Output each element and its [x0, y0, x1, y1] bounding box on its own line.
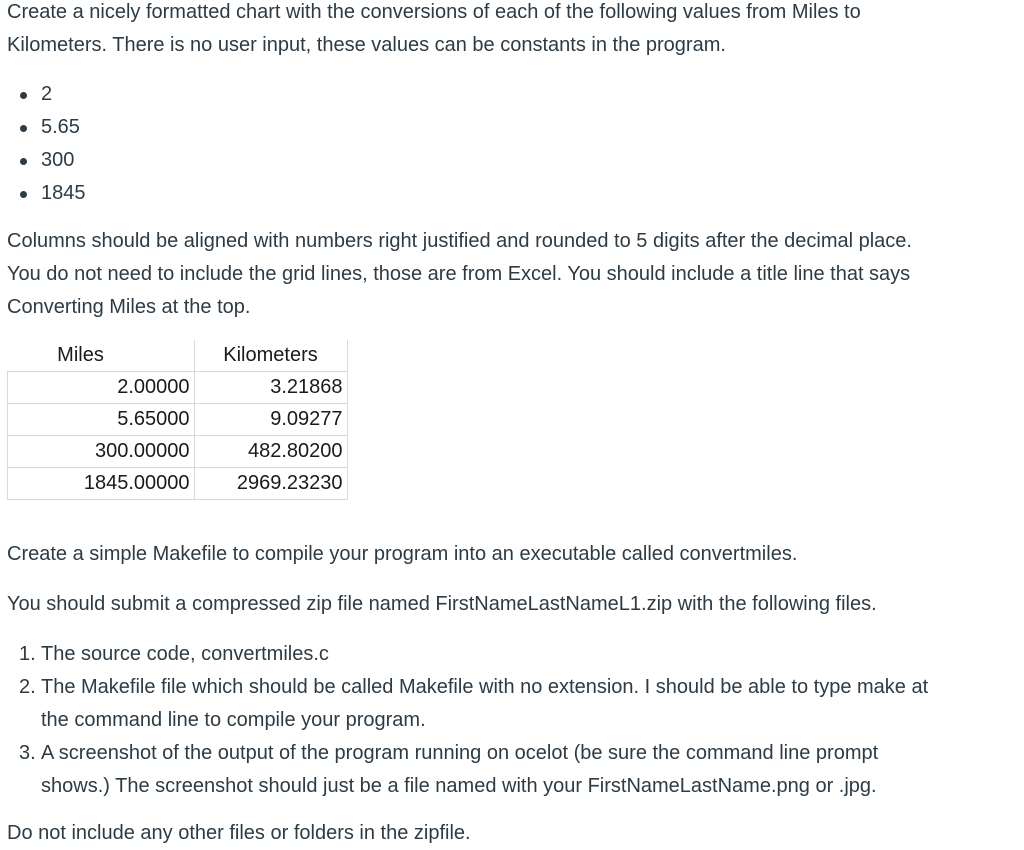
list-item: 1845 — [0, 177, 86, 210]
list-number: 1. — [19, 643, 36, 665]
list-item-text-continued: the command line to compile your program. — [41, 709, 426, 731]
kilometers-cell: 3.21868 — [194, 372, 347, 404]
table-row — [8, 372, 348, 404]
intro-line-2: Kilometers. There is no user input, these values can be constants in the program. — [7, 34, 726, 56]
miles-cell: 2.00000 — [8, 372, 195, 404]
list-number: 3. — [19, 742, 36, 764]
files-list — [0, 638, 1011, 803]
list-number: 2. — [19, 676, 36, 698]
miles-cell: 300.00000 — [8, 436, 195, 468]
conversion-table — [7, 340, 348, 500]
list-item-text: The Makefile file which should be called Makefile with no extension. I should be able to type make at — [41, 676, 929, 698]
table-row — [8, 468, 348, 500]
list-item — [0, 671, 1011, 737]
table-row — [8, 404, 348, 436]
list-item-text: A screenshot of the output of the program running on ocelot (be sure the command line prompt — [41, 742, 879, 764]
list-item: 2 — [0, 78, 86, 111]
miles-cell: 1845.00000 — [8, 468, 195, 500]
list-item: 300 — [0, 144, 86, 177]
list-item: 5.65 — [0, 111, 86, 144]
makefile-paragraph: Create a simple Makefile to compile your program into an executable called convertmiles. — [7, 543, 798, 565]
instructions-line-2: You do not need to include the grid lines, those are from Excel. You should include a title line that says — [7, 263, 911, 285]
list-item-text: The source code, convertmiles.c — [41, 643, 329, 665]
table-header-row — [8, 340, 348, 372]
list-item — [0, 638, 1011, 671]
kilometers-header: Kilometers — [194, 340, 347, 372]
miles-cell: 5.65000 — [8, 404, 195, 436]
submit-paragraph: You should submit a compressed zip file named FirstNameLastNameL1.zip with the following files. — [7, 593, 877, 615]
intro-line-1: Create a nicely formatted chart with the conversions of each of the following values from Miles to — [7, 1, 861, 23]
miles-header: Miles — [8, 340, 195, 372]
kilometers-cell: 9.09277 — [194, 404, 347, 436]
list-item — [0, 737, 1011, 803]
instructions-line-1: Columns should be aligned with numbers right justified and rounded to 5 digits after the decimal place. — [7, 230, 912, 252]
closing-paragraph: Do not include any other files or folders in the zipfile. — [7, 822, 471, 844]
kilometers-cell: 2969.23230 — [194, 468, 347, 500]
table-row — [8, 436, 348, 468]
values-list — [0, 78, 86, 210]
kilometers-cell: 482.80200 — [194, 436, 347, 468]
list-item-text-continued: shows.) The screenshot should just be a file named with your FirstNameLastName.png or .jpg. — [41, 775, 877, 797]
instructions-line-3: Converting Miles at the top. — [7, 296, 251, 318]
